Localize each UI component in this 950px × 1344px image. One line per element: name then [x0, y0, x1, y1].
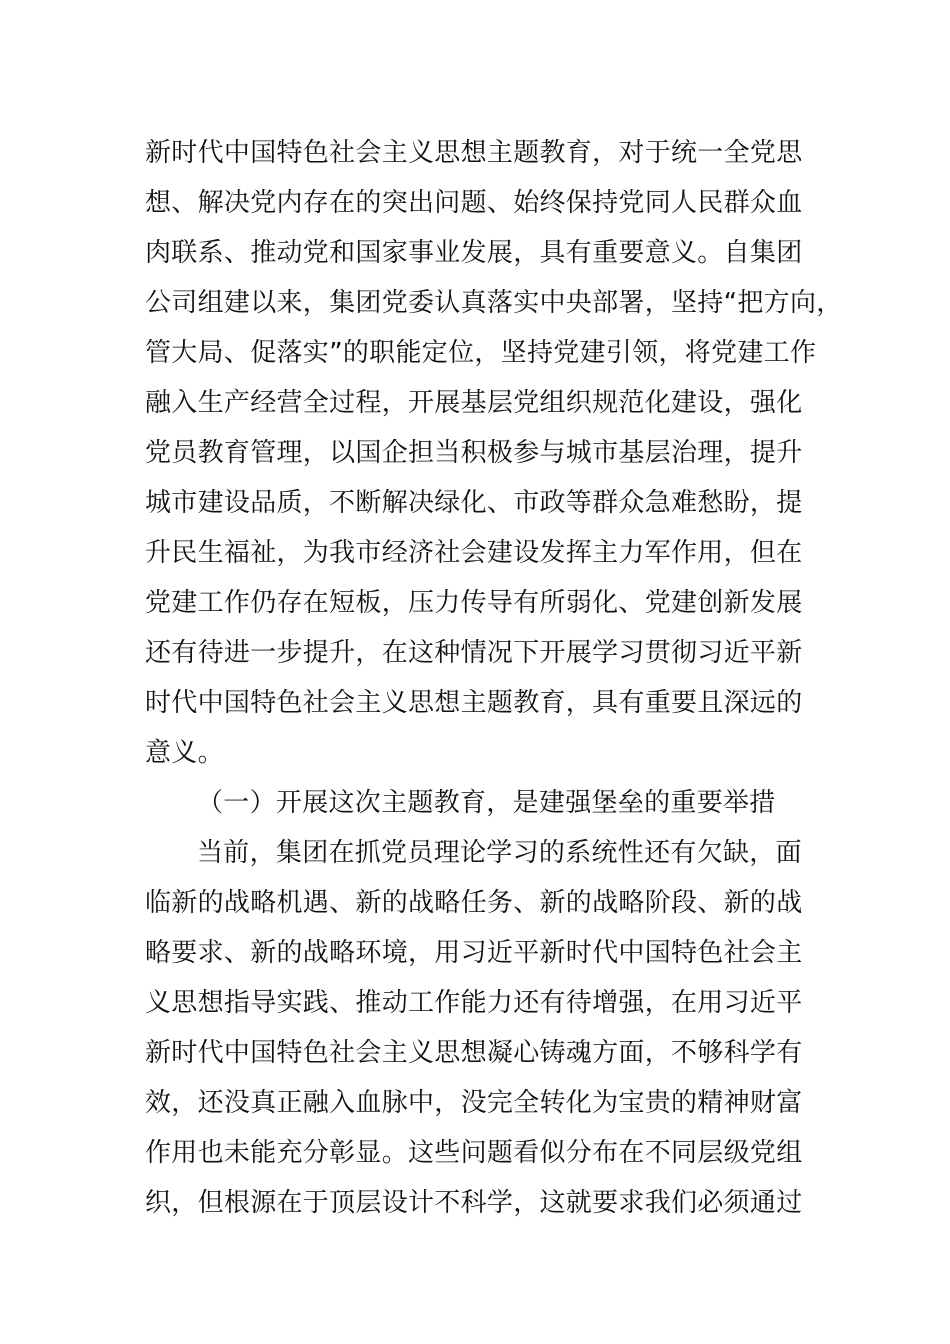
text-line: 还有待进一步提升，在这种情况下开展学习贯彻习近平新	[145, 638, 803, 668]
text-line: 时代中国特色社会主义思想主题教育，具有重要且深远的	[145, 688, 803, 718]
text-line: 意义。	[145, 738, 224, 768]
text-line: 义思想指导实践、推动工作能力还有待增强，在用习近平	[145, 988, 803, 1018]
text-line: 党建工作仍存在短板，压力传导有所弱化、党建创新发展	[145, 588, 803, 618]
paragraph-section-one	[145, 828, 835, 1228]
text-line: 织，但根源在于顶层设计不科学，这就要求我们必须通过	[145, 1188, 803, 1218]
text-line: 略要求、新的战略环境，用习近平新时代中国特色社会主	[145, 938, 803, 968]
text-line: 公司组建以来，集团党委认真落实中央部署，坚持“把方向，	[145, 288, 843, 318]
paragraph-intro	[145, 128, 843, 778]
text-line: 城市建设品质，不断解决绿化、市政等群众急难愁盼，提	[145, 488, 803, 518]
text-line: 管大局、促落实”的职能定位，坚持党建引领，将党建工作	[145, 338, 817, 368]
text-line: 效，还没真正融入血脉中，没完全转化为宝贵的精神财富	[145, 1088, 803, 1118]
text-line: 肉联系、推动党和国家事业发展，具有重要意义。自集团	[145, 238, 803, 268]
text-line: 融入生产经营全过程，开展基层党组织规范化建设，强化	[145, 388, 803, 418]
document-body	[145, 128, 843, 1228]
section-heading: （一）开展这次主题教育，是建强堡垒的重要举措	[197, 788, 776, 818]
text-line: 升民生福祉，为我市经济社会建设发挥主力军作用，但在	[145, 538, 803, 568]
text-line: 想、解决党内存在的突出问题、始终保持党同人民群众血	[145, 188, 803, 218]
text-line: 党员教育管理，以国企担当积极参与城市基层治理，提升	[145, 438, 803, 468]
text-line: 临新的战略机遇、新的战略任务、新的战略阶段、新的战	[145, 888, 803, 918]
text-line: 新时代中国特色社会主义思想凝心铸魂方面，不够科学有	[145, 1038, 803, 1068]
text-line: 作用也未能充分彰显。这些问题看似分布在不同层级党组	[145, 1138, 803, 1168]
text-line: 新时代中国特色社会主义思想主题教育，对于统一全党思	[145, 138, 803, 168]
text-line: 当前，集团在抓党员理论学习的系统性还有欠缺，面	[197, 838, 802, 868]
